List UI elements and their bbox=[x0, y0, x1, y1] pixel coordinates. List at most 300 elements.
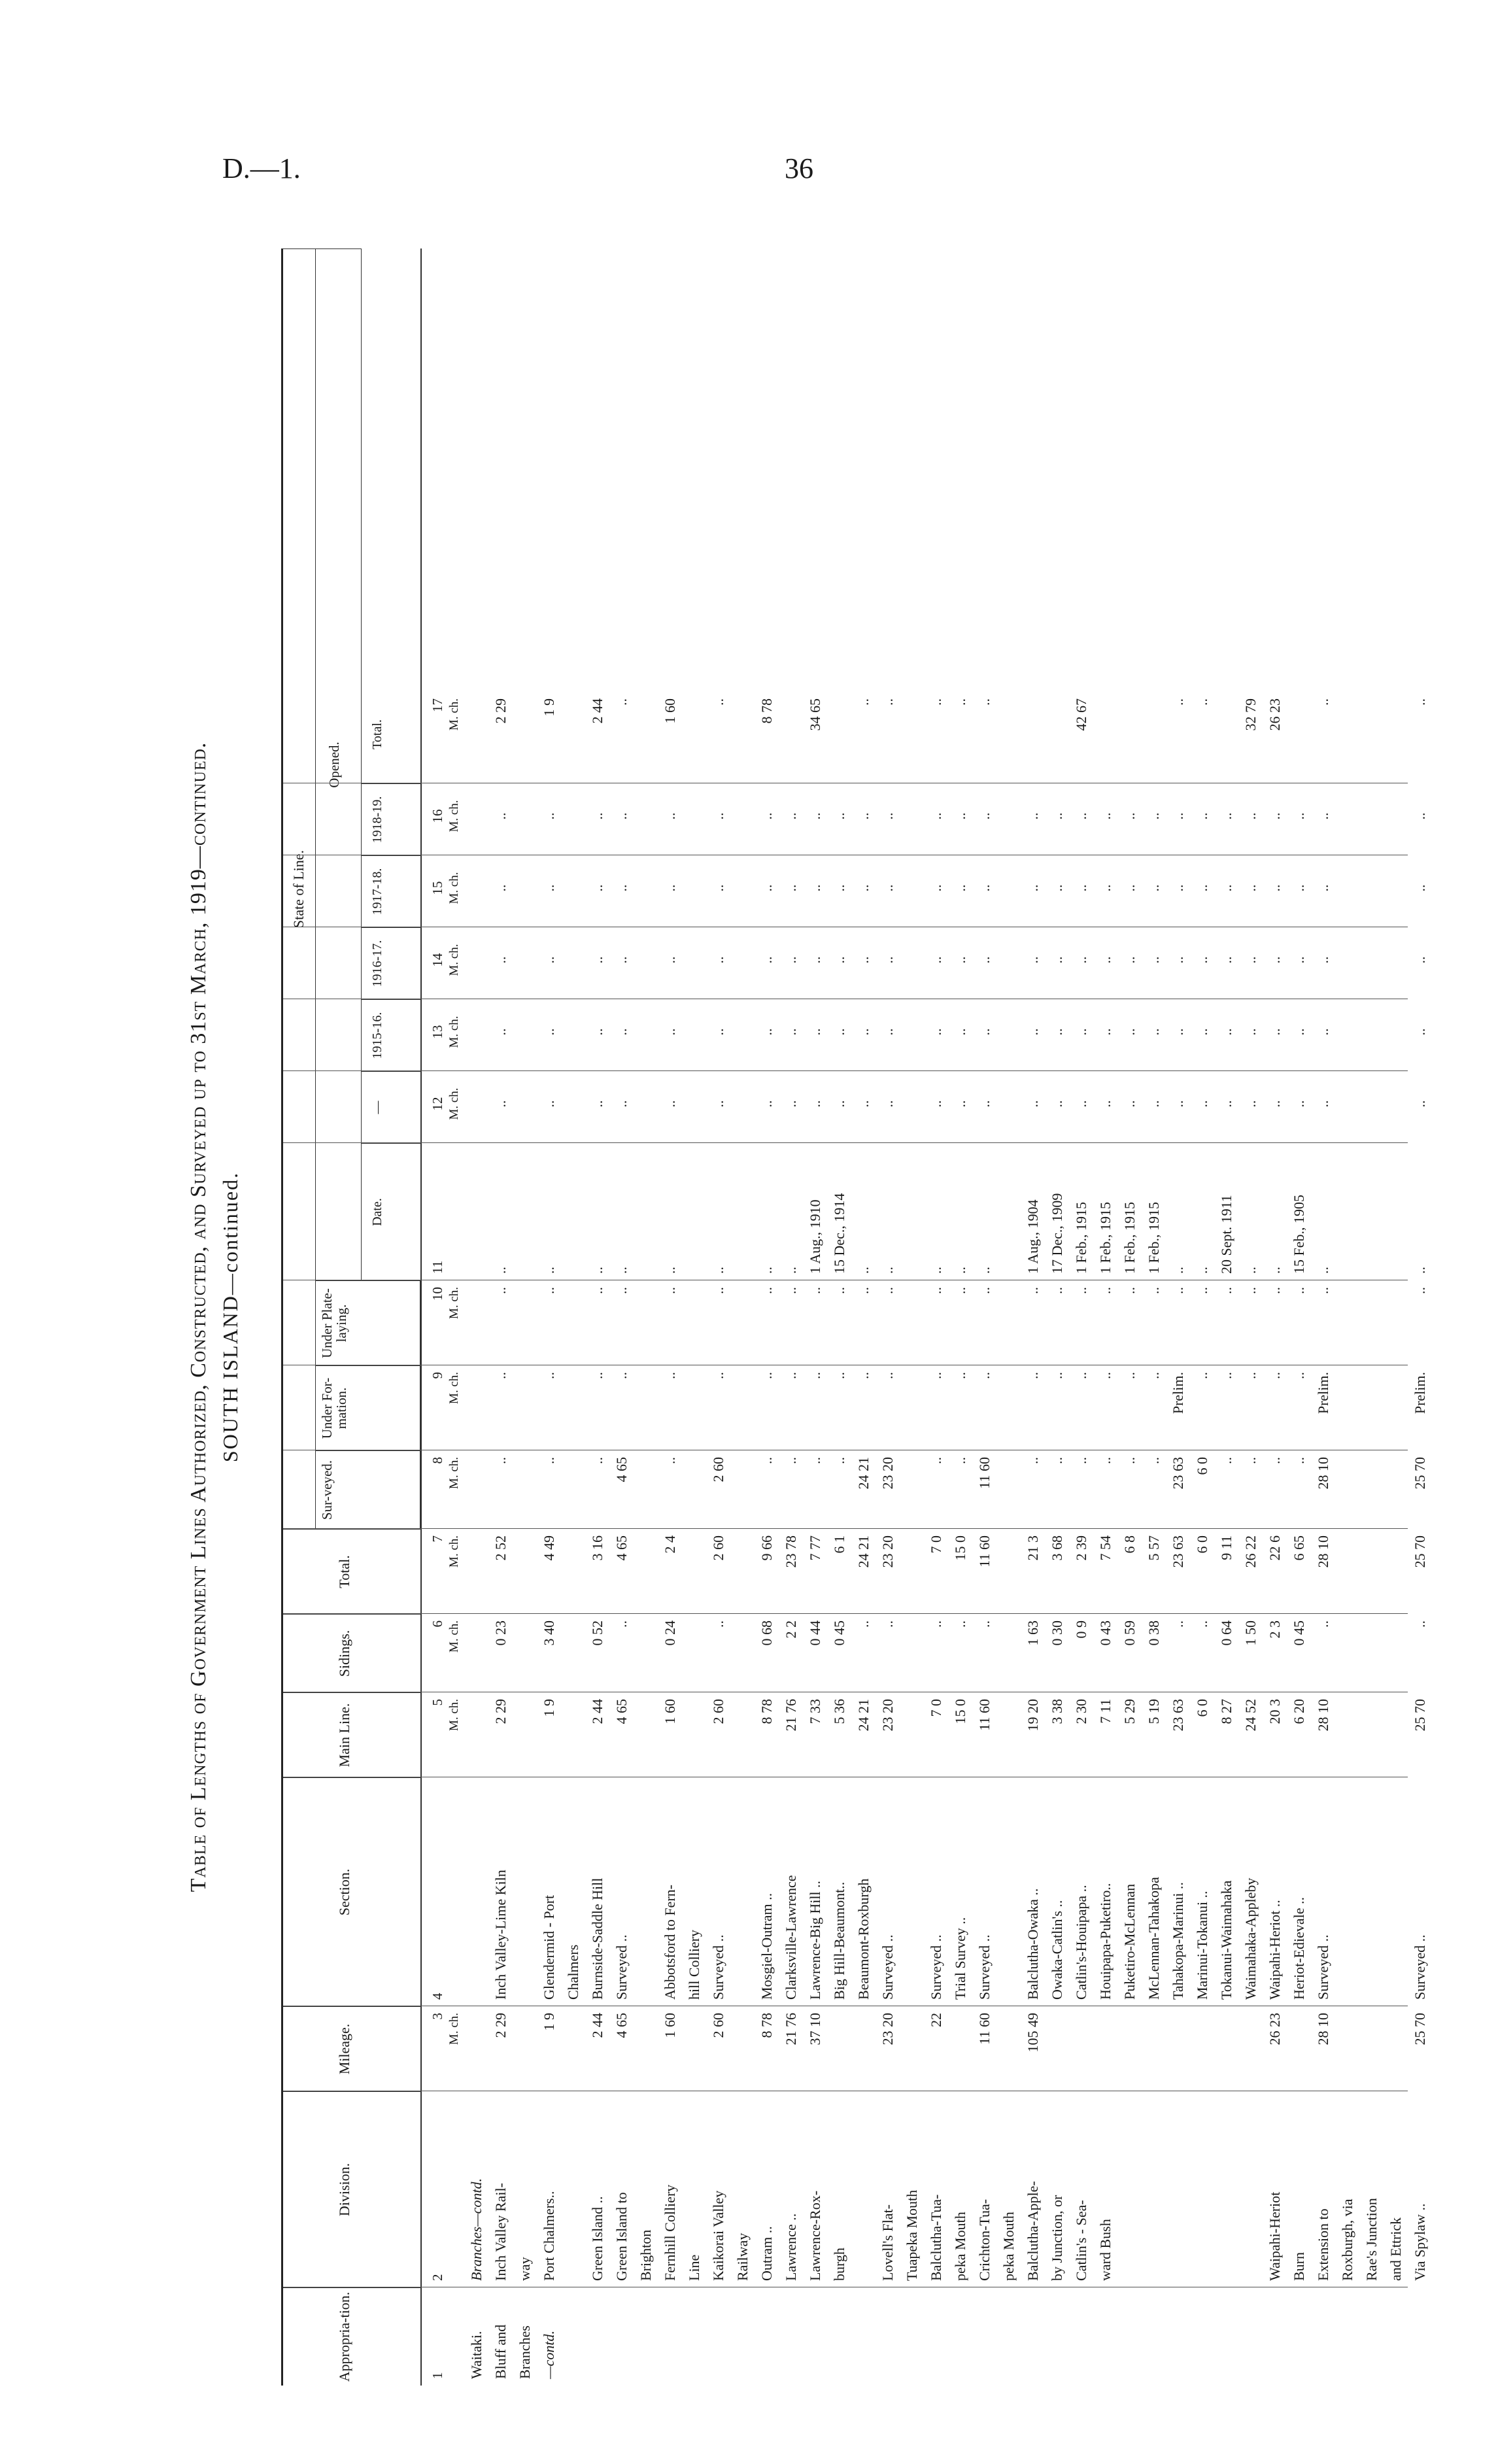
under-formation-cell: .. bbox=[952, 1372, 968, 1379]
division-cell: burgh bbox=[831, 2248, 847, 2281]
opened-1917-cell: .. bbox=[1097, 884, 1114, 892]
opened-1917-cell: .. bbox=[541, 884, 557, 892]
opened-col-12-cell: .. bbox=[1412, 1100, 1428, 1108]
sidings-cell: 0 45 bbox=[1291, 1620, 1307, 1646]
appropriation-cell bbox=[855, 2287, 872, 2379]
main-line-cell: 20 3 bbox=[1267, 1699, 1283, 1724]
under-platelaying-cell: .. bbox=[492, 1287, 509, 1294]
unit-label: M. ch. bbox=[447, 1699, 461, 1732]
opened-1916-cell bbox=[564, 927, 581, 993]
appropriation-cell bbox=[685, 2287, 702, 2379]
under-formation-cell: .. bbox=[831, 1372, 847, 1379]
total-cell: 9 66 bbox=[758, 1535, 775, 1561]
opened-1918-cell: .. bbox=[1291, 812, 1307, 820]
unit-label: M. ch. bbox=[447, 1087, 461, 1120]
surveyed-cell: .. bbox=[1291, 1457, 1307, 1464]
under-formation-cell bbox=[903, 1372, 920, 1444]
main-line-cell bbox=[564, 1699, 581, 1771]
opened-1915-cell: .. bbox=[710, 1028, 726, 1036]
opened-1917-cell: .. bbox=[1073, 884, 1089, 892]
sidings-cell: 0 68 bbox=[758, 1620, 775, 1646]
opened-total-cell bbox=[1387, 698, 1404, 777]
header-under-platelaying: Under Plate-laying. bbox=[316, 1280, 420, 1365]
under-platelaying-cell bbox=[1000, 1287, 1017, 1359]
opened-1917-cell bbox=[1338, 855, 1355, 921]
section-cell: Houipapa-Puketiro.. bbox=[1097, 1883, 1114, 2000]
sidings-cell: 0 64 bbox=[1218, 1620, 1234, 1646]
opened-1916-cell bbox=[1387, 927, 1404, 993]
opened-col-12-cell: .. bbox=[807, 1100, 823, 1108]
main-line-cell bbox=[516, 1699, 533, 1771]
surveyed-cell bbox=[903, 1457, 920, 1522]
opened-col-12-cell: .. bbox=[541, 1100, 557, 1108]
opened-1916-cell bbox=[516, 927, 533, 993]
opened-total-cell bbox=[1338, 698, 1355, 777]
unit-label: M. ch. bbox=[447, 1535, 461, 1568]
opened-date-cell: .. bbox=[879, 1267, 896, 1274]
column-number: 17 bbox=[430, 698, 445, 712]
opened-total-cell bbox=[1097, 698, 1114, 777]
division-cell: Railway bbox=[734, 2233, 751, 2281]
total-cell: 25 70 bbox=[1412, 1535, 1428, 1568]
opened-1918-cell bbox=[468, 783, 485, 849]
opened-1918-cell bbox=[685, 783, 702, 849]
opened-col-12-cell bbox=[903, 1071, 920, 1137]
opened-1918-cell bbox=[564, 783, 581, 849]
under-formation-cell bbox=[1338, 1372, 1355, 1444]
opened-1916-cell bbox=[685, 927, 702, 993]
opened-1918-cell: .. bbox=[783, 812, 799, 820]
opened-1918-cell: .. bbox=[662, 812, 678, 820]
opened-date-cell bbox=[734, 1143, 751, 1274]
under-formation-cell: .. bbox=[807, 1372, 823, 1379]
appropriation-cell bbox=[709, 2287, 726, 2379]
main-line-cell: 8 27 bbox=[1218, 1699, 1234, 1724]
opened-col-12-cell: .. bbox=[1121, 1100, 1138, 1108]
sidings-cell: .. bbox=[855, 1620, 872, 1628]
opened-1915-cell: .. bbox=[1412, 1028, 1428, 1036]
section-cell: Owaka-Catlin's .. bbox=[1049, 1900, 1065, 2000]
sidings-cell bbox=[1387, 1620, 1404, 1686]
opened-1916-cell: .. bbox=[1146, 956, 1162, 964]
opened-1916-cell: .. bbox=[1073, 956, 1089, 964]
sidings-cell bbox=[564, 1620, 581, 1686]
header-year-1916: 1916-17. bbox=[362, 927, 420, 999]
opened-1917-cell: .. bbox=[589, 884, 605, 892]
main-line-cell: 2 44 bbox=[589, 1699, 605, 1724]
section-cell: Glendermid - Port bbox=[541, 1894, 557, 2000]
mileage-cell bbox=[903, 2013, 920, 2085]
opened-1916-cell: .. bbox=[831, 956, 847, 964]
opened-1916-cell: .. bbox=[1315, 956, 1331, 964]
main-line-cell: 7 11 bbox=[1097, 1699, 1114, 1724]
opened-col-12-cell: .. bbox=[1267, 1100, 1283, 1108]
opened-1915-cell: .. bbox=[807, 1028, 823, 1036]
total-cell bbox=[468, 1535, 485, 1607]
opened-1918-cell: .. bbox=[492, 812, 509, 820]
under-platelaying-cell: .. bbox=[1267, 1287, 1283, 1294]
table-row bbox=[734, 248, 751, 2386]
opened-date-cell bbox=[1338, 1143, 1355, 1274]
mileage-cell: 2 44 bbox=[589, 2013, 605, 2038]
division-cell: Lawrence-Rox- bbox=[807, 2190, 823, 2281]
sidings-cell: 3 40 bbox=[541, 1620, 557, 1646]
mileage-cell bbox=[1000, 2013, 1017, 2085]
total-cell: 6 8 bbox=[1121, 1535, 1138, 1554]
mileage-cell: 28 10 bbox=[1315, 2013, 1331, 2045]
sidings-cell: 0 43 bbox=[1097, 1620, 1114, 1646]
opened-1915-cell: .. bbox=[855, 1028, 872, 1036]
appropriation-cell bbox=[588, 2287, 605, 2379]
opened-1916-cell: .. bbox=[710, 956, 726, 964]
main-line-cell: 2 29 bbox=[492, 1699, 509, 1724]
under-formation-cell: Prelim. bbox=[1412, 1372, 1428, 1414]
opened-1917-cell bbox=[685, 855, 702, 921]
opened-1918-cell: .. bbox=[928, 812, 944, 820]
opened-1915-cell: .. bbox=[928, 1028, 944, 1036]
appropriation-cell bbox=[1387, 2287, 1404, 2379]
opened-total-cell: .. bbox=[613, 698, 630, 706]
main-line-cell: 24 21 bbox=[855, 1699, 872, 1732]
mileage-cell bbox=[1242, 2013, 1259, 2085]
total-cell: 21 3 bbox=[1025, 1535, 1041, 1561]
appropriation-cell bbox=[903, 2287, 920, 2379]
under-formation-cell: .. bbox=[855, 1372, 872, 1379]
sidings-cell: 2 2 bbox=[783, 1620, 799, 1639]
under-formation-cell bbox=[1000, 1372, 1017, 1444]
under-platelaying-cell bbox=[1338, 1287, 1355, 1359]
under-formation-cell: .. bbox=[662, 1372, 678, 1379]
under-platelaying-cell: .. bbox=[1194, 1287, 1210, 1294]
appropriation-cell bbox=[661, 2287, 678, 2379]
mileage-cell bbox=[951, 2013, 968, 2085]
opened-1918-cell: .. bbox=[541, 812, 557, 820]
section-cell: Surveyed .. bbox=[710, 1934, 726, 2000]
opened-date-cell: .. bbox=[662, 1267, 678, 1274]
opened-total-cell bbox=[734, 698, 751, 777]
opened-1915-cell: .. bbox=[1194, 1028, 1210, 1036]
header-sidings: Sidings. bbox=[283, 1614, 420, 1692]
surveyed-cell: .. bbox=[1146, 1457, 1162, 1464]
division-cell: Lawrence .. bbox=[783, 2213, 799, 2281]
table-row bbox=[855, 248, 872, 2386]
opened-total-cell: 42 67 bbox=[1073, 698, 1089, 731]
opened-1915-cell: .. bbox=[1218, 1028, 1234, 1036]
surveyed-cell: .. bbox=[1049, 1457, 1065, 1464]
mileage-cell: 23 20 bbox=[879, 2013, 896, 2045]
table-row bbox=[830, 248, 847, 2386]
opened-total-cell bbox=[1363, 698, 1380, 777]
section-cell: Big Hill-Beaumont.. bbox=[831, 1881, 847, 2000]
main-line-cell: 1 9 bbox=[541, 1699, 557, 1717]
sidings-cell bbox=[468, 1620, 485, 1686]
table-row bbox=[685, 248, 702, 2386]
main-line-cell: 24 52 bbox=[1242, 1699, 1259, 1732]
opened-date-cell: 1 Feb., 1915 bbox=[1097, 1202, 1114, 1274]
opened-1915-cell: .. bbox=[1073, 1028, 1089, 1036]
opened-col-12-cell bbox=[468, 1071, 485, 1137]
mileage-cell bbox=[468, 2013, 485, 2085]
opened-col-12-cell: .. bbox=[1218, 1100, 1234, 1108]
opened-1918-cell: .. bbox=[1049, 812, 1065, 820]
opened-1918-cell: .. bbox=[879, 812, 896, 820]
main-line-cell bbox=[685, 1699, 702, 1771]
total-cell: 23 78 bbox=[783, 1535, 799, 1568]
table-row bbox=[709, 248, 726, 2386]
division-cell: Crichton-Tua- bbox=[976, 2199, 993, 2281]
opened-col-12-cell: .. bbox=[1242, 1100, 1259, 1108]
sidings-cell bbox=[637, 1620, 654, 1686]
mileage-cell bbox=[1217, 2013, 1234, 2085]
surveyed-cell: .. bbox=[1121, 1457, 1138, 1464]
surveyed-cell: 25 70 bbox=[1412, 1457, 1428, 1490]
mileage-cell bbox=[1387, 2013, 1404, 2085]
sidings-cell: 0 23 bbox=[492, 1620, 509, 1646]
under-formation-cell bbox=[1363, 1372, 1380, 1444]
under-platelaying-cell bbox=[468, 1287, 485, 1359]
section-cell: Inch Valley-Lime Kiln bbox=[492, 1870, 509, 2000]
division-cell: ward Bush bbox=[1097, 2219, 1114, 2281]
surveyed-cell: .. bbox=[952, 1457, 968, 1464]
opened-1917-cell: .. bbox=[613, 884, 630, 892]
division-cell: Fernhill Colliery bbox=[662, 2184, 678, 2281]
section-cell bbox=[516, 1784, 533, 2000]
mileage-cell bbox=[1048, 2013, 1065, 2085]
table-row bbox=[540, 248, 557, 2386]
header-year-blank: — bbox=[362, 1071, 420, 1143]
total-cell: 6 65 bbox=[1291, 1535, 1307, 1561]
mileage-cell: 11 60 bbox=[976, 2013, 993, 2045]
opened-1916-cell: .. bbox=[1194, 956, 1210, 964]
division-cell: Waipahi-Heriot bbox=[1267, 2191, 1283, 2281]
opened-col-12-cell bbox=[734, 1071, 751, 1137]
opened-1918-cell bbox=[637, 783, 654, 849]
column-number: 3 bbox=[430, 2013, 445, 2020]
division-cell: Catlin's - Sea- bbox=[1073, 2200, 1089, 2281]
surveyed-cell bbox=[1387, 1457, 1404, 1522]
surveyed-cell: .. bbox=[541, 1457, 557, 1464]
surveyed-cell: .. bbox=[589, 1457, 605, 1464]
total-cell bbox=[1338, 1535, 1355, 1607]
division-cell bbox=[855, 2091, 872, 2281]
total-cell: 2 4 bbox=[662, 1535, 678, 1554]
opened-date-cell bbox=[903, 1143, 920, 1274]
table-area bbox=[186, 248, 1428, 2386]
opened-1916-cell bbox=[903, 927, 920, 993]
opened-1915-cell bbox=[468, 999, 485, 1065]
division-cell bbox=[564, 2091, 581, 2281]
header-surveyed: Sur-veyed. bbox=[316, 1450, 420, 1529]
main-line-cell: 5 19 bbox=[1146, 1699, 1162, 1724]
table-row bbox=[637, 248, 654, 2386]
appropriation-cell bbox=[830, 2287, 847, 2379]
opened-date-cell bbox=[468, 1143, 485, 1274]
surveyed-cell: .. bbox=[783, 1457, 799, 1464]
header-state-of-line: State of Line. bbox=[283, 248, 316, 1529]
opened-1918-cell bbox=[1338, 783, 1355, 849]
header-rule bbox=[420, 248, 422, 2386]
table-subtitle: SOUTH ISLAND—continued. bbox=[218, 1171, 242, 1463]
opened-date-cell bbox=[637, 1143, 654, 1274]
under-platelaying-cell bbox=[903, 1287, 920, 1359]
main-line-cell: 3 38 bbox=[1049, 1699, 1065, 1724]
opened-1915-cell: .. bbox=[1242, 1028, 1259, 1036]
division-cell: Lovell's Flat- bbox=[879, 2204, 896, 2281]
opened-1918-cell: .. bbox=[807, 812, 823, 820]
mileage-cell bbox=[1121, 2013, 1138, 2085]
under-formation-cell: .. bbox=[1267, 1372, 1283, 1379]
unit-label: M. ch. bbox=[447, 1372, 461, 1405]
main-line-cell: 23 63 bbox=[1170, 1699, 1186, 1732]
opened-1917-cell: .. bbox=[1146, 884, 1162, 892]
total-cell: 5 57 bbox=[1146, 1535, 1162, 1561]
opened-1915-cell: .. bbox=[1025, 1028, 1041, 1036]
division-cell bbox=[1145, 2091, 1162, 2281]
table-row bbox=[1097, 248, 1114, 2386]
opened-1918-cell: .. bbox=[1194, 812, 1210, 820]
appropriation-cell bbox=[879, 2287, 896, 2379]
under-formation-cell: .. bbox=[541, 1372, 557, 1379]
total-cell bbox=[564, 1535, 581, 1607]
table-row bbox=[564, 248, 581, 2386]
opened-total-cell bbox=[1121, 698, 1138, 777]
section-cell bbox=[903, 1784, 920, 2000]
opened-total-cell: .. bbox=[1194, 698, 1210, 706]
appropriation-cell bbox=[1145, 2287, 1162, 2379]
opened-1918-cell: .. bbox=[1267, 812, 1283, 820]
opened-col-12-cell bbox=[564, 1071, 581, 1137]
surveyed-cell: .. bbox=[1267, 1457, 1283, 1464]
mileage-cell bbox=[516, 2013, 533, 2085]
under-formation-cell: .. bbox=[928, 1372, 944, 1379]
appropriation-cell bbox=[758, 2287, 775, 2379]
under-formation-cell: .. bbox=[492, 1372, 509, 1379]
opened-total-cell bbox=[564, 698, 581, 777]
mileage-cell bbox=[1097, 2013, 1114, 2085]
header-division: Division. bbox=[283, 2091, 420, 2287]
opened-1916-cell: .. bbox=[613, 956, 630, 964]
division-cell: Outram .. bbox=[758, 2226, 775, 2281]
opened-1915-cell: .. bbox=[1097, 1028, 1114, 1036]
opened-date-cell: .. bbox=[1412, 1267, 1428, 1274]
total-cell: 2 39 bbox=[1073, 1535, 1089, 1561]
division-cell: Green Island to bbox=[613, 2192, 630, 2281]
appropriation-cell bbox=[637, 2287, 654, 2379]
section-cell: Surveyed .. bbox=[879, 1934, 896, 2000]
opened-col-12-cell bbox=[1338, 1071, 1355, 1137]
opened-total-cell bbox=[830, 698, 847, 777]
section-cell: Lawrence-Big Hill .. bbox=[807, 1880, 823, 2000]
main-line-cell bbox=[734, 1699, 751, 1771]
opened-1915-cell: .. bbox=[541, 1028, 557, 1036]
opened-date-cell: 1 Feb., 1915 bbox=[1121, 1202, 1138, 1274]
under-formation-cell: .. bbox=[1121, 1372, 1138, 1379]
opened-1917-cell: .. bbox=[662, 884, 678, 892]
surveyed-cell: .. bbox=[1073, 1457, 1089, 1464]
column-number: 15 bbox=[430, 881, 445, 895]
opened-date-cell: .. bbox=[952, 1267, 968, 1274]
section-cell: Abbotsford to Fern- bbox=[662, 1885, 678, 2000]
total-cell bbox=[903, 1535, 920, 1607]
section-cell bbox=[1000, 1784, 1017, 2000]
opened-col-12-cell: .. bbox=[855, 1100, 872, 1108]
opened-date-cell: .. bbox=[1315, 1267, 1331, 1274]
surveyed-cell: 6 0 bbox=[1194, 1457, 1210, 1475]
opened-1918-cell: .. bbox=[1170, 812, 1186, 820]
mileage-cell: 25 70 bbox=[1412, 2013, 1428, 2045]
opened-total-cell: .. bbox=[952, 698, 968, 706]
mileage-cell bbox=[734, 2013, 751, 2085]
opened-total-cell: .. bbox=[1170, 698, 1186, 706]
header-mileage: Mileage. bbox=[283, 2006, 420, 2091]
main-line-cell: 11 60 bbox=[976, 1699, 993, 1731]
main-line-cell: 28 10 bbox=[1315, 1699, 1331, 1732]
under-platelaying-cell: .. bbox=[807, 1287, 823, 1294]
unit-label: M. ch. bbox=[447, 1016, 461, 1048]
opened-1915-cell bbox=[564, 999, 581, 1065]
mileage-cell: 8 78 bbox=[758, 2013, 775, 2038]
sidings-cell: 2 3 bbox=[1267, 1620, 1283, 1639]
under-platelaying-cell: .. bbox=[1315, 1287, 1331, 1294]
opened-1916-cell: .. bbox=[1049, 956, 1065, 964]
opened-date-cell: .. bbox=[613, 1267, 630, 1274]
opened-1918-cell bbox=[516, 783, 533, 849]
opened-col-12-cell: .. bbox=[613, 1100, 630, 1108]
sidings-cell bbox=[1000, 1620, 1017, 1686]
division-cell: Inch Valley Rail- bbox=[492, 2183, 509, 2281]
opened-col-12-cell: .. bbox=[952, 1100, 968, 1108]
section-cell: Surveyed .. bbox=[613, 1934, 630, 2000]
main-line-cell: 25 70 bbox=[1412, 1699, 1428, 1732]
unit-label: M. ch. bbox=[447, 1457, 461, 1490]
total-cell: 2 52 bbox=[492, 1535, 509, 1561]
surveyed-cell bbox=[1000, 1457, 1017, 1522]
under-platelaying-cell: .. bbox=[1097, 1287, 1114, 1294]
opened-col-12-cell: .. bbox=[1025, 1100, 1041, 1108]
opened-total-cell: 8 78 bbox=[758, 698, 775, 724]
total-cell: 11 60 bbox=[976, 1535, 993, 1567]
total-cell: 7 77 bbox=[807, 1535, 823, 1561]
appropriation-cell bbox=[1024, 2287, 1041, 2379]
table-row bbox=[879, 248, 896, 2386]
under-platelaying-cell bbox=[564, 1287, 581, 1359]
opened-1916-cell: .. bbox=[662, 956, 678, 964]
division-cell: way bbox=[517, 2257, 533, 2281]
opened-1916-cell: .. bbox=[1025, 956, 1041, 964]
opened-col-12-cell bbox=[637, 1071, 654, 1137]
opened-1917-cell: .. bbox=[807, 884, 823, 892]
opened-1917-cell bbox=[1000, 855, 1017, 921]
section-cell: Tokanui-Waimahaka bbox=[1218, 1880, 1234, 2000]
opened-1915-cell bbox=[516, 999, 533, 1065]
opened-1918-cell: .. bbox=[1146, 812, 1162, 820]
main-line-cell bbox=[1338, 1699, 1355, 1771]
main-line-cell: 1 60 bbox=[662, 1699, 678, 1724]
sidings-cell bbox=[734, 1620, 751, 1686]
under-formation-cell bbox=[516, 1372, 533, 1444]
under-formation-cell: .. bbox=[879, 1372, 896, 1379]
under-platelaying-cell: .. bbox=[589, 1287, 605, 1294]
under-formation-cell bbox=[734, 1372, 751, 1444]
opened-col-12-cell: .. bbox=[492, 1100, 509, 1108]
under-platelaying-cell: .. bbox=[1242, 1287, 1259, 1294]
column-number: 10 bbox=[430, 1287, 445, 1301]
opened-1918-cell bbox=[1000, 783, 1017, 849]
appropriation-cell bbox=[951, 2287, 968, 2379]
sidings-cell: 1 63 bbox=[1025, 1620, 1041, 1646]
opened-1917-cell: .. bbox=[1170, 884, 1186, 892]
under-platelaying-cell: .. bbox=[976, 1287, 993, 1294]
